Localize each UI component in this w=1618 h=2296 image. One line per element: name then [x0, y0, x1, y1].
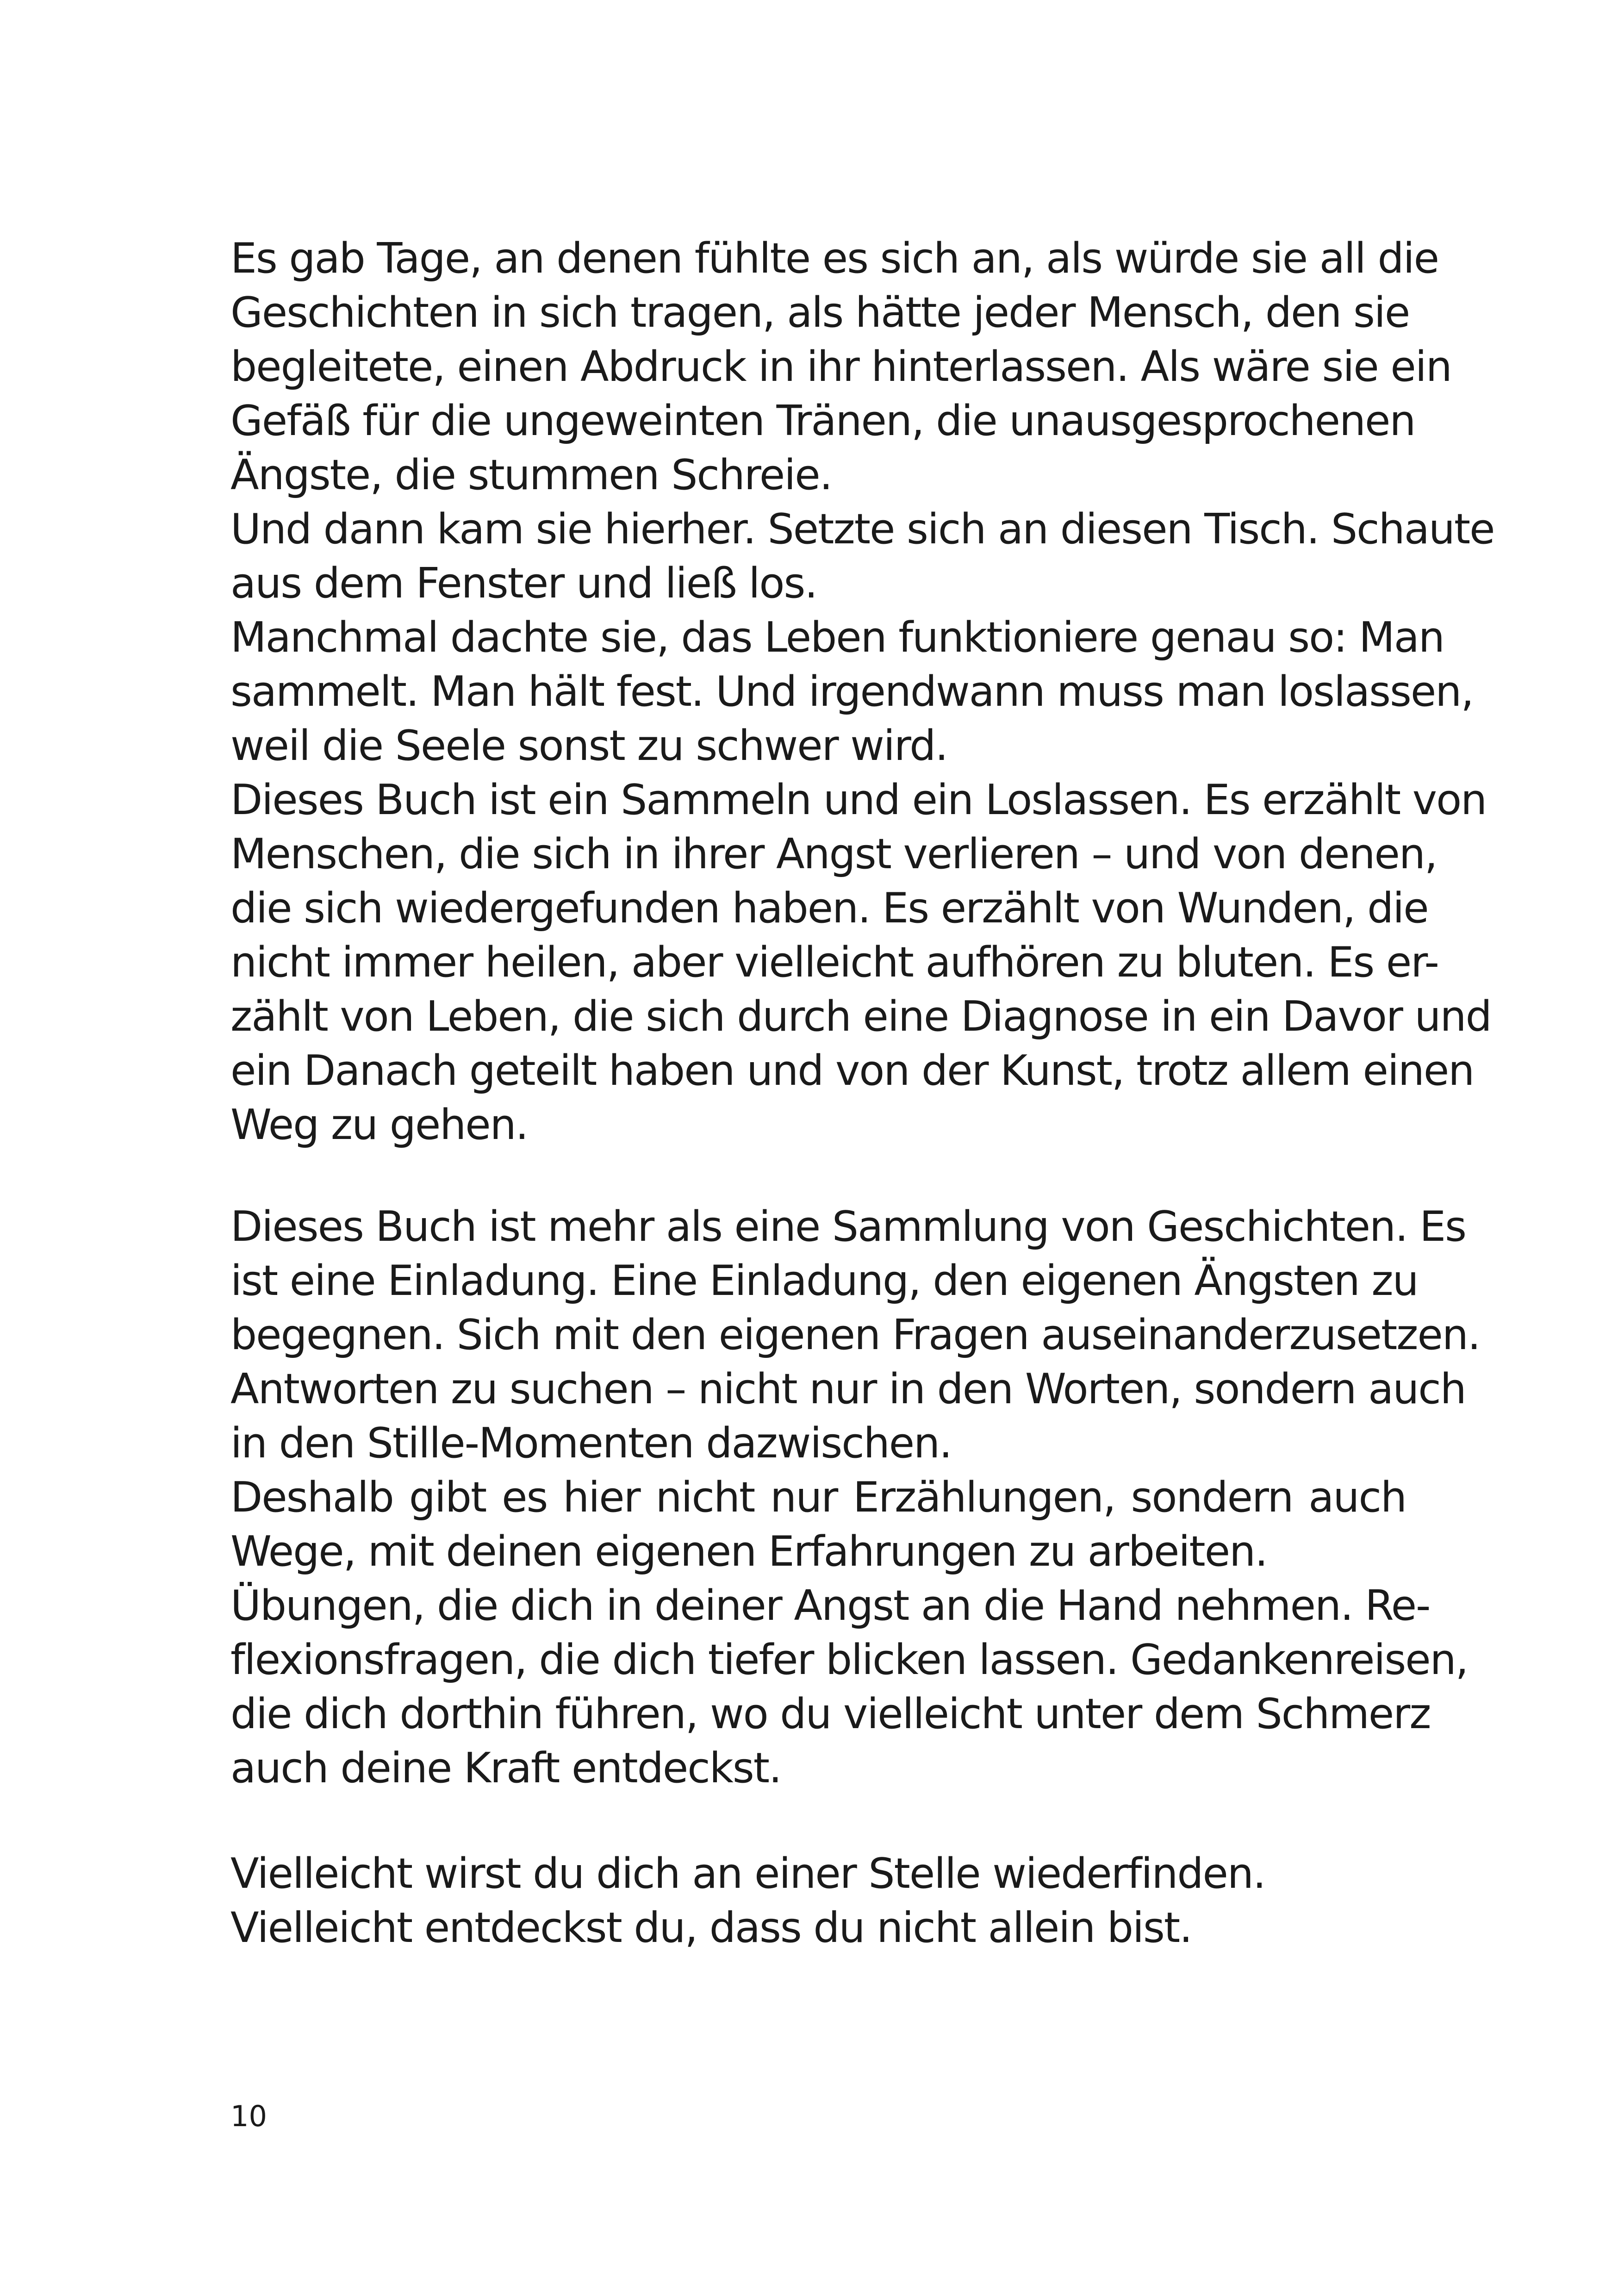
text-line: Deshalb gibt es hier nicht nur Erzählungen, sondern auch: [230, 1473, 1406, 1522]
text-line: Und dann kam sie hierher. Setzte sich an diesen Tisch. Schaute: [230, 505, 1494, 554]
text-line: Wege, mit deinen eigenen Erfahrungen zu arbeiten.: [230, 1527, 1267, 1576]
text-line: sammelt. Man hält fest. Und irgendwann muss man loslassen,: [230, 667, 1473, 716]
text-line: in den Stille-Momenten dazwischen.: [230, 1419, 952, 1468]
text-line: die sich wiedergefunden haben. Es erzählt von Wunden, die: [230, 884, 1428, 933]
text-line: Dieses Buch ist mehr als eine Sammlung von Geschichten. Es: [230, 1202, 1466, 1251]
text-line: Weg zu gehen.: [230, 1101, 528, 1149]
text-line: zählt von Leben, die sich durch eine Diagnose in ein Davor und: [230, 992, 1491, 1041]
text-line: Antworten zu suchen – nicht nur in den Worten, sondern auch: [230, 1365, 1466, 1413]
text-block-invitation: [230, 1200, 1480, 1795]
text-line: begleitete, einen Abdruck in ihr hinterlassen. Als wäre sie ein: [230, 342, 1451, 391]
text-line: die dich dorthin führen, wo du vielleicht unter dem Schmerz: [230, 1690, 1431, 1738]
text-line: Vielleicht entdeckst du, dass du nicht allein bist.: [230, 1904, 1192, 1952]
text-block-closing: [230, 1847, 1406, 1955]
text-line: Übungen, die dich in deiner Angst an die Hand nehmen. Re-: [230, 1581, 1430, 1630]
page-number: 10: [230, 2099, 267, 2133]
text-line: ein Danach geteilt haben und von der Kunst, trotz allem einen: [230, 1046, 1474, 1095]
text-block-intro: [230, 231, 1494, 1152]
text-line: Manchmal dachte sie, das Leben funktioniere genau so: Man: [230, 613, 1444, 662]
text-line: Ängste, die stummen Schreie.: [230, 451, 832, 499]
text-line: ist eine Einladung. Eine Einladung, den eigenen Ängsten zu: [230, 1257, 1418, 1305]
text-line: Vielleicht wirst du dich an einer Stelle wiederfinden.: [230, 1849, 1265, 1898]
text-line: Geschichten in sich tragen, als hätte jeder Mensch, den sie: [230, 288, 1410, 337]
text-line: nicht immer heilen, aber vielleicht aufhören zu bluten. Es er-: [230, 938, 1439, 987]
text-line: Menschen, die sich in ihrer Angst verlieren – und von denen,: [230, 830, 1437, 878]
text-line: Dieses Buch ist ein Sammeln und ein Loslassen. Es erzählt von: [230, 776, 1487, 824]
text-line: auch deine Kraft entdeckst.: [230, 1744, 781, 1792]
text-line: aus dem Fenster und ließ los.: [230, 559, 817, 608]
text-line: weil die Seele sonst zu schwer wird.: [230, 722, 948, 770]
text-line: Es gab Tage, an denen fühlte es sich an, als würde sie all die: [230, 234, 1439, 283]
text-line: flexionsfragen, die dich tiefer blicken lassen. Gedankenreisen,: [230, 1636, 1468, 1684]
text-line: begegnen. Sich mit den eigenen Fragen auseinanderzusetzen.: [230, 1311, 1480, 1359]
text-line: Gefäß für die ungeweinten Tränen, die unausgesprochenen: [230, 397, 1415, 445]
